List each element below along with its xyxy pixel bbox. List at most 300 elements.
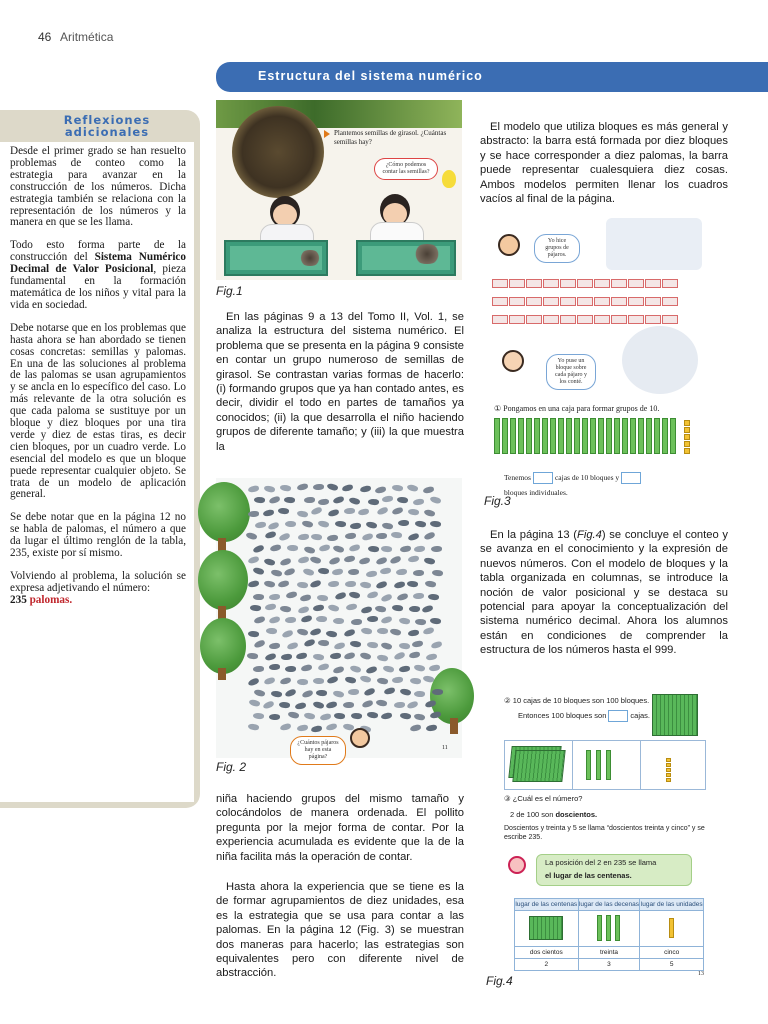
pigeon-icon	[396, 592, 408, 601]
pigeon-icon	[253, 666, 264, 672]
ten-bar	[526, 418, 532, 454]
pigeon-icon	[247, 723, 259, 731]
pigeon-group-box	[611, 315, 627, 324]
pigeon-icon	[407, 484, 419, 493]
pigeon-icon	[380, 712, 392, 720]
chick-icon	[442, 170, 456, 188]
ten-bar	[630, 418, 636, 454]
unit-block	[684, 441, 690, 447]
pigeon-group-box	[526, 279, 542, 288]
pigeon-icon	[342, 484, 354, 492]
pigeon-group-box	[628, 315, 644, 324]
pigeon-icon	[319, 544, 331, 552]
cell-digit-centenas: 2	[515, 959, 579, 971]
pigeon-icon	[360, 627, 372, 635]
sidebar-paragraph-4: Se debe notar que en la página 12 no se habla de palomas, el número a que da lugar el último renglón de la tabla, 235, existe por sí mismo.	[10, 511, 186, 560]
pigeon-icon	[264, 653, 276, 662]
pigeon-icon	[313, 701, 325, 710]
ten-bar	[494, 418, 500, 454]
fig3-question: Tenemos cajas de 10 bloques y bloques individuales.	[504, 470, 714, 500]
pigeon-icon	[413, 712, 425, 720]
pigeon-icon	[284, 688, 296, 697]
pigeon-group-box	[509, 297, 525, 306]
pigeon-icon	[302, 568, 314, 577]
pigeon-group-box	[560, 315, 576, 324]
pigeon-icon	[310, 580, 322, 589]
pigeon-icon	[380, 641, 392, 650]
seed-pile	[298, 250, 322, 266]
pigeon-icon	[333, 666, 345, 674]
pigeon-icon	[350, 640, 362, 648]
pigeon-icon	[326, 675, 338, 684]
fig1-bubble: ¿Cómo podemos contar las semillas?	[374, 158, 438, 180]
pigeon-icon	[380, 593, 392, 602]
cell-word-decenas: treinta	[578, 947, 640, 959]
pigeon-icon	[270, 544, 282, 552]
pigeon-icon	[318, 498, 329, 504]
pigeon-group-box	[611, 279, 627, 288]
answer-box[interactable]	[608, 710, 628, 722]
fig1-prompt: Plantemos semillas de girasol. ¿Cuántas semillas hay?	[334, 129, 447, 146]
pigeon-icon	[284, 497, 296, 504]
pigeon-icon	[382, 665, 394, 674]
pigeon-group-box	[492, 315, 508, 324]
pigeon-icon	[396, 496, 408, 504]
pigeon-icon	[247, 580, 259, 588]
pigeon-icon	[361, 533, 373, 541]
ten-bar	[614, 418, 620, 454]
pigeon-icon	[375, 699, 387, 707]
page-header	[38, 30, 113, 44]
unit-block	[666, 758, 671, 762]
pigeon-icon	[367, 641, 379, 649]
ten-bar	[574, 418, 580, 454]
pigeon-icon	[409, 651, 421, 659]
unit-block	[666, 768, 671, 772]
pigeon-icon	[278, 508, 290, 515]
pigeon-icon	[312, 604, 324, 611]
col-header-decenas: lugar de las decenas	[578, 899, 640, 911]
hand-blocks-photo	[622, 326, 698, 394]
pigeon-group-box	[577, 279, 593, 288]
pigeon-icon	[332, 568, 344, 575]
pigeon-icon	[310, 627, 322, 636]
pigeon-icon	[263, 557, 275, 566]
boy-face-icon	[350, 728, 370, 748]
pigeon-group-box	[594, 279, 610, 288]
pigeon-icon	[393, 651, 405, 660]
pigeon-icon	[278, 580, 290, 588]
pigeon-icon	[280, 723, 292, 731]
fig4-line: 2 de 100 son doscientos.	[510, 810, 598, 819]
pigeon-icon	[431, 546, 442, 552]
pigeon-icon	[330, 653, 341, 660]
unit-block	[684, 427, 690, 433]
pigeon-icon	[376, 557, 388, 566]
pigeon-icon	[312, 653, 324, 661]
page-number: 46	[38, 30, 52, 44]
pigeon-icon	[301, 664, 313, 672]
pigeon-icon	[391, 531, 403, 539]
pigeon-icon	[287, 711, 299, 720]
sidebar-title-line1: Reflexiones	[63, 113, 151, 127]
pigeon-icon	[366, 591, 378, 599]
sidebar-paragraph-5: Volviendo al problema, la solución se expresa adjetivando el número: 235 palomas.	[10, 570, 186, 606]
pigeon-icon	[248, 510, 259, 516]
pigeon-icon	[399, 688, 411, 697]
unit-block	[666, 763, 671, 767]
pigeon-icon	[409, 677, 421, 685]
pigeon-icon	[376, 533, 387, 539]
pigeon-icon	[287, 545, 298, 552]
pigeon-icon	[394, 702, 405, 708]
pigeon-icon	[342, 702, 353, 708]
pigeon-icon	[269, 642, 280, 649]
running-title: Aritmética	[60, 30, 114, 44]
pigeon-icon	[297, 581, 309, 589]
table-divider	[572, 740, 573, 790]
pigeon-icon	[253, 689, 265, 698]
fig3-bubble-1: Yo hice grupos de pájaros.	[534, 234, 580, 263]
pigeon-icon	[423, 509, 435, 518]
pigeon-icon	[375, 581, 387, 590]
pigeon-icon	[280, 484, 292, 492]
pigeon-icon	[285, 616, 296, 622]
pigeon-icon	[396, 569, 407, 576]
pigeon-icon	[318, 663, 330, 671]
pigeon-group-box	[526, 315, 542, 324]
girl-face-icon	[502, 350, 524, 372]
pigeon-icon	[412, 640, 424, 647]
pigeon-icon	[413, 593, 424, 599]
pigeon-icon	[376, 507, 388, 516]
place-value-note: La posición del 2 en 235 se llama el lugar de las centenas.	[536, 854, 692, 886]
pigeon-icon	[367, 545, 379, 553]
pigeon-icon	[269, 714, 280, 720]
pigeon-icon	[248, 485, 260, 493]
fig4-step2: ② 10 cajas de 10 bloques son 100 bloques.	[504, 696, 650, 705]
answer-box[interactable]	[533, 472, 553, 484]
pigeon-icon	[393, 581, 405, 589]
ten-bar	[550, 418, 556, 454]
pigeon-icon	[407, 508, 419, 516]
pigeon-icon	[297, 606, 309, 614]
pigeon-icon	[271, 690, 283, 698]
pigeon-icon	[398, 617, 410, 625]
unit-block	[684, 448, 690, 454]
pigeon-icon	[365, 521, 377, 530]
pigeon-icon	[285, 665, 296, 671]
pigeon-icon	[376, 654, 388, 662]
pigeon-icon	[350, 523, 361, 530]
pigeon-icon	[398, 520, 409, 526]
pigeon-group-box	[645, 279, 661, 288]
pigeon-icon	[414, 690, 425, 697]
pigeon-group-box	[645, 315, 661, 324]
pigeon-group-box	[594, 315, 610, 324]
pigeon-group-box	[492, 279, 508, 288]
pigeon-icon	[310, 533, 322, 541]
pigeon-icon	[253, 616, 265, 624]
pigeon-icon	[349, 665, 361, 674]
pigeon-icon	[268, 521, 280, 530]
pigeon-icon	[269, 664, 280, 670]
col-header-unidades: lugar de las unidades	[640, 899, 704, 911]
pigeon-group-box	[543, 315, 559, 324]
cell-decenas-blocks	[578, 911, 640, 947]
pigeon-icon	[348, 569, 359, 575]
pigeon-icon	[366, 570, 378, 577]
cell-word-unidades: cinco	[640, 947, 704, 959]
pigeon-icon	[333, 617, 344, 624]
pigeon-icon	[399, 712, 411, 720]
ten-bar	[590, 418, 596, 454]
pigeon-icon	[345, 603, 357, 610]
pigeon-icon	[407, 580, 419, 587]
pigeon-icon	[350, 712, 362, 719]
pigeon-icon	[426, 725, 438, 732]
tree-illustration	[200, 618, 246, 674]
table-divider	[640, 740, 641, 790]
pigeon-icon	[285, 591, 297, 599]
pigeon-icon	[264, 531, 276, 539]
pigeon-icon	[380, 568, 392, 575]
pigeon-icon	[313, 484, 324, 490]
unit-block	[684, 434, 690, 440]
sidebar-paragraph-2: Todo esto forma parte de la construcción del Sistema Numérico Decimal de Valor Posicional, pieza fundamental en la formación matemática de los niños y vital para la vida en sociedad.	[10, 239, 186, 311]
pigeon-group-box	[645, 297, 661, 306]
pigeon-group-box	[526, 297, 542, 306]
pigeon-icon	[310, 725, 322, 733]
pigeon-group-box	[543, 297, 559, 306]
pigeon-icon	[344, 652, 356, 660]
ten-bar	[654, 418, 660, 454]
sidebar-paragraph-3: Debe notarse que en los problemas que hasta ahora se han abordado se tienen cosas concretas: semillas y palomas. En una de las soluciones al problema de las palomas se usan agrupamientos y se ancla en lo específico del caso. Lo más relevante de la otra solución es que cada paloma se sustituye por un bloque y diez bloques por una tira verde y diez de estas tiras, es decir cien bloques, por un cuadro verde. Lo esencial del modelo es que un bloque puede representar cualquier objeto. Se trata de un modelo de aplicación general.	[10, 321, 186, 501]
mid-paragraph-1: En las páginas 9 a 13 del Tomo II, Vol. 1, se analiza la estructura del sistema numérico. El problema que se presenta en la página 9 consiste en contar un grupo numeroso de semillas de girasol. Se contrastan varias formas de hacerlo: (i) formando grupos que ya han contado antes, es decir, dividir el todo en partes de tamaños ya conocidos; (ii) la que desarrolla el niño haciendo grupos de diferente tamaño; y (iii) la que muestra la	[216, 311, 464, 453]
fig4-step2b: Entonces 100 bloques son cajas.	[518, 710, 668, 722]
cell-digit-decenas: 3	[578, 959, 640, 971]
pigeon-icon	[381, 545, 393, 553]
pigeon-icon	[348, 497, 360, 506]
fig1-image	[216, 100, 462, 280]
pigeon-icon	[313, 677, 324, 684]
pigeon-icon	[367, 498, 379, 505]
pigeon-group-box	[628, 297, 644, 306]
pigeon-icon	[366, 711, 378, 719]
pigeon-icon	[382, 522, 394, 530]
pigeon-icon	[262, 701, 274, 710]
pigeon-icon	[359, 675, 371, 684]
pigeon-icon	[425, 654, 437, 661]
pigeon-group-box	[492, 297, 508, 306]
pigeon-icon	[430, 521, 442, 529]
sidebar-title	[0, 114, 214, 138]
pigeon-icon	[431, 640, 443, 648]
pigeon-photo	[606, 218, 702, 270]
pigeon-icon	[376, 628, 387, 635]
sidebar-title-line2: adicionales	[64, 125, 150, 139]
pigeon-icon	[248, 556, 260, 565]
pigeon-icon	[304, 497, 315, 503]
pigeon-icon	[415, 618, 427, 625]
pigeon-icon	[345, 581, 356, 587]
pigeon-icon	[333, 642, 345, 650]
pigeon-icon	[247, 677, 259, 686]
pigeon-icon	[414, 545, 425, 552]
pigeon-icon	[349, 544, 361, 552]
pigeon-icon	[345, 532, 356, 539]
pigeon-icon	[430, 496, 442, 505]
tree-illustration	[198, 482, 250, 542]
sidebar-paragraph-1: Desde el primer grado se han resuelto problemas de conteo como la estrategia para avanzar en la construcción de los números. Dicha estrategia también se relaciona con la representación de los números y la manera en que se les llama.	[10, 145, 186, 229]
col-header-centenas: lugar de las centenas	[515, 899, 579, 911]
cell-unidades-blocks	[640, 911, 704, 947]
fig2-page-number: 11	[442, 745, 448, 751]
pigeon-icon	[255, 521, 267, 528]
pigeon-icon	[252, 566, 264, 575]
ten-bar	[582, 418, 588, 454]
section-banner: Estructura del sistema numérico	[216, 62, 768, 92]
pigeon-icon	[296, 509, 308, 517]
pigeon-icon	[316, 616, 327, 623]
fig2-image	[216, 478, 462, 758]
ten-bar	[622, 418, 628, 454]
pigeon-icon	[317, 520, 329, 529]
pigeon-icon	[297, 556, 309, 564]
pigeon-icon	[279, 557, 291, 566]
pigeon-icon	[413, 498, 425, 505]
pigeon-icon	[334, 712, 346, 720]
ten-bar	[598, 418, 604, 454]
fig1-caption: Fig.1	[216, 284, 243, 298]
pigeon-icon	[310, 555, 322, 564]
pigeon-icon	[269, 616, 281, 624]
hundreds-stack	[512, 750, 565, 782]
ten-bar	[542, 418, 548, 454]
pigeon-icon	[343, 628, 355, 637]
ten-bar	[534, 418, 540, 454]
ten-bar	[662, 418, 668, 454]
ten-bar	[566, 418, 572, 454]
pigeon-icon	[318, 568, 330, 576]
pigeon-grid	[492, 276, 694, 330]
pigeon-group-box	[577, 297, 593, 306]
pigeon-icon	[334, 521, 346, 528]
pigeon-icon	[301, 520, 313, 529]
pigeon-icon	[348, 591, 360, 600]
pigeon-icon	[392, 676, 403, 683]
pigeon-icon	[303, 545, 315, 554]
pigeon-icon	[406, 700, 418, 709]
tree-illustration	[198, 550, 248, 610]
pigeon-icon	[423, 627, 435, 635]
pigeon-group-box	[594, 297, 610, 306]
pigeon-icon	[344, 508, 355, 514]
pigeon-icon	[409, 724, 421, 732]
pigeon-icon	[303, 712, 315, 721]
ten-bar	[510, 418, 516, 454]
unit-block	[666, 773, 671, 777]
ten-bar	[646, 418, 652, 454]
pigeon-icon	[383, 687, 395, 695]
fig4-page-number: 13	[698, 971, 704, 977]
pigeon-icon	[296, 652, 308, 660]
ten-bar	[518, 418, 524, 454]
pigeon-icon	[252, 545, 264, 554]
pigeon-icon	[264, 603, 276, 610]
pigeon-icon	[326, 701, 338, 709]
pigeon-group-box	[543, 279, 559, 288]
pigeon-group-box	[662, 297, 678, 306]
pigeon-icon	[408, 629, 420, 636]
pigeon-icon	[326, 629, 338, 637]
pigeon-icon	[300, 594, 312, 602]
pigeon-group-box	[611, 297, 627, 306]
pigeon-icon	[392, 484, 404, 492]
place-value-table	[514, 898, 704, 971]
pigeon-icon	[374, 486, 386, 494]
tree-trunk	[218, 668, 226, 680]
pigeon-icon	[363, 687, 375, 696]
pigeon-icon	[358, 508, 370, 516]
pigeon-icon	[263, 484, 275, 493]
ten-bar	[502, 418, 508, 454]
pigeon-icon	[253, 712, 265, 719]
pigeon-icon	[278, 702, 290, 709]
tree-trunk	[450, 718, 458, 734]
pigeon-icon	[319, 713, 331, 721]
pigeon-icon	[423, 531, 435, 540]
pigeon-icon	[414, 520, 426, 528]
fig4-text: Doscientos y treinta y 5 se llama “doscientos treinta y cinco” y se escribe 235.	[504, 825, 705, 841]
pigeon-icon	[398, 666, 410, 673]
fig2-bubble: ¿Cuántos pájaros hay en esta página?	[290, 736, 346, 765]
mid-paragraph-3: Hasta ahora la experiencia que se tiene es la de formar agrupamientos de diez unidades, esa es la estrategia que se usa para contar a las palomas. En la página 12 (Fig. 3) se muestran dos maneras para hacerlo; las estrategias son equivalentes pero con diferente nivel de abstracción.	[216, 881, 464, 980]
pigeon-icon	[301, 615, 313, 623]
pigeon-group-box	[662, 279, 678, 288]
pigeon-icon	[428, 593, 440, 600]
pigeon-icon	[351, 619, 362, 625]
pig-mascot-icon	[508, 856, 526, 874]
pigeon-icon	[375, 605, 387, 613]
pigeon-icon	[423, 557, 435, 566]
pigeon-group-box	[662, 315, 678, 324]
right-paragraph-1: El modelo que utiliza bloques es más general y abstracto: la barra está formada por diez bloques y se hace corresponder a diez palomas, la barra puede representar cualesquiera diez cosas. Ambos modelos permiten llenar los cuadros vacíos al final de la página.	[480, 121, 728, 206]
pigeon-group-box	[560, 297, 576, 306]
unit-block	[684, 420, 690, 426]
fig4-image	[496, 688, 718, 977]
right-paragraph-2: En la página 13 (Fig.4) se concluye el conteo y se avanza en el conocimiento y la expresión de nuevos números. Con el modelo de bloques y la tabla organizada en columnas, se introduce la noción de valor posicional y se destaca su potencial para apoyar la conceptualización del sistema numérico decimal. Ahora los alumnos están en condiciones de comprender la estructura de los números hasta el 999.	[480, 529, 728, 657]
pigeon-icon	[249, 604, 261, 611]
cell-digit-unidades: 5	[640, 959, 704, 971]
ten-bar	[596, 750, 601, 780]
pigeon-group-box	[560, 279, 576, 288]
pigeon-icon	[283, 567, 295, 576]
pigeon-icon	[280, 605, 292, 613]
pigeon-icon	[407, 532, 419, 541]
pigeon-icon	[422, 605, 434, 614]
ten-bar	[638, 418, 644, 454]
pigeon-icon	[327, 534, 338, 541]
pigeon-icon	[297, 627, 309, 636]
fig2-caption: Fig. 2	[216, 760, 247, 774]
pigeon-icon	[413, 570, 424, 576]
pigeon-icon	[247, 630, 259, 638]
pigeon-icon	[317, 640, 329, 647]
answer-box[interactable]	[621, 472, 641, 484]
pigeon-icon	[429, 664, 441, 671]
pigeon-icon	[278, 532, 290, 541]
